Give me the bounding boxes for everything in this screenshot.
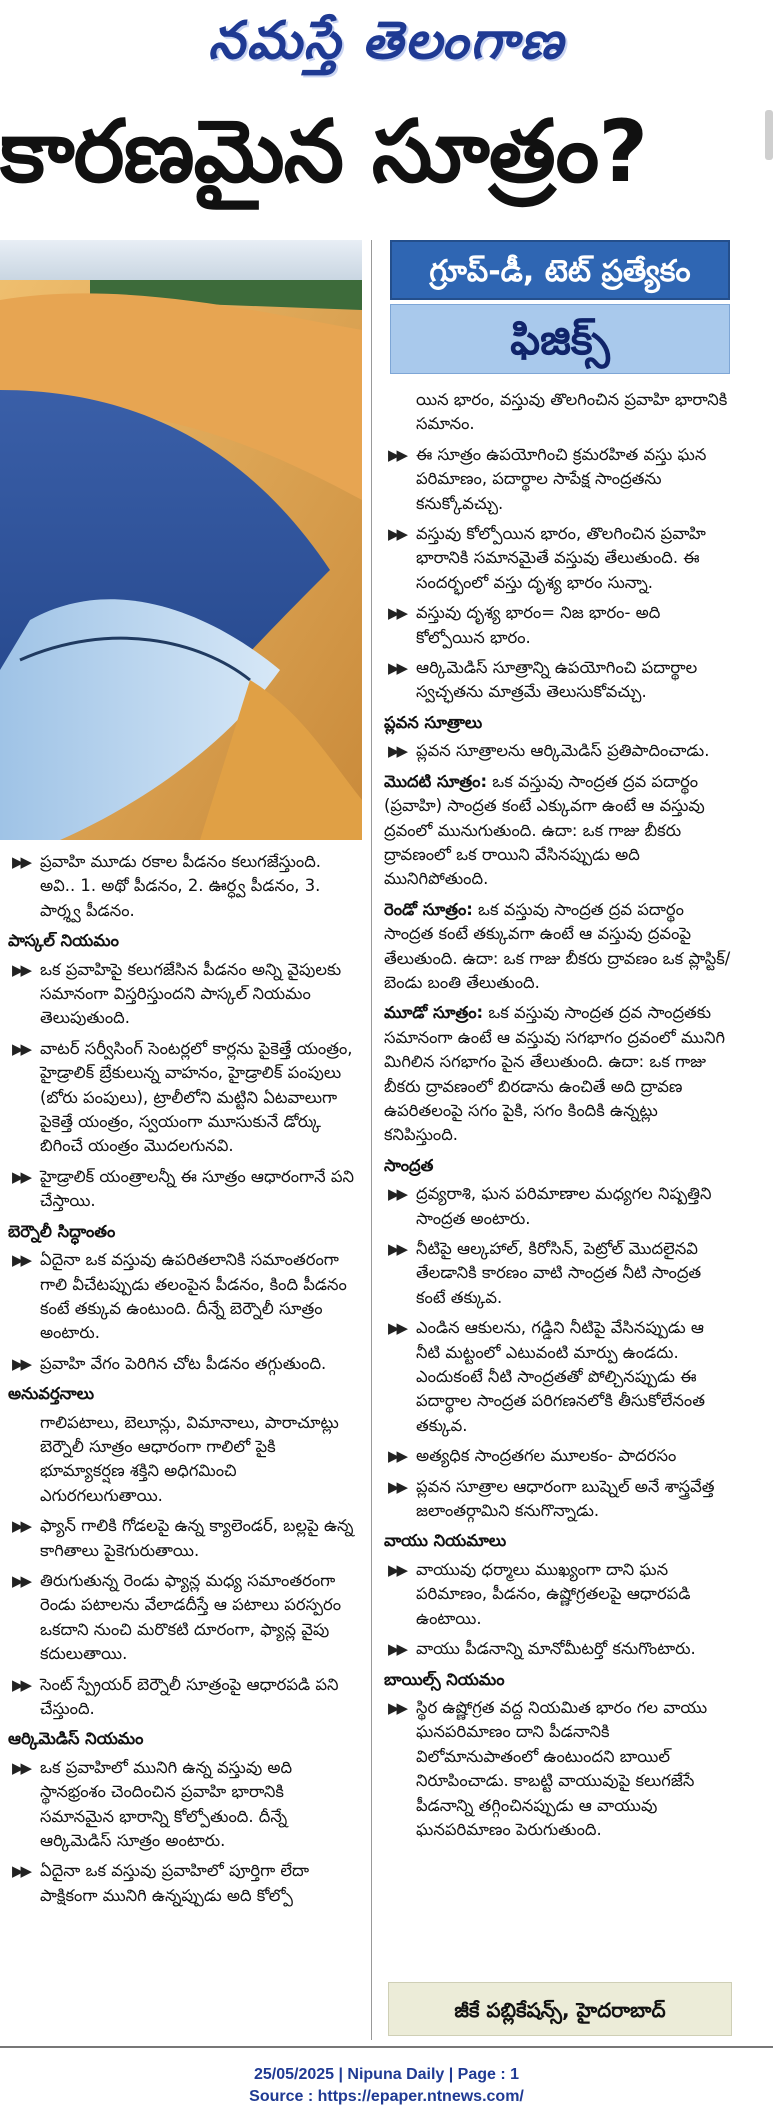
double-arrow-icon: ▶▶: [12, 1251, 30, 1270]
list-item: ▶▶ ఈ సూత్రం ఉపయోగించి క్రమరహిత వస్తు ఘన పరిమాణం, పదార్థాల సాపేక్ష సాంద్రతను కనుక్కోవచ్చు.: [388, 444, 707, 513]
subject-tag: ఫిజిక్స్: [390, 304, 730, 374]
page-footer: [0, 2064, 773, 2108]
list-item: ▶▶ వస్తువు కోల్పోయిన భారం, తొలగించిన ప్రవాహి భారానికి సమానమైతే వస్తువు తేలుతుంది. ఈ సందర్భంలో వస్తు దృశ్య భారం సున్నా.: [388, 524, 706, 592]
footer-source-line[interactable]: Source : https://epaper.ntnews.com/: [249, 2088, 524, 2105]
double-arrow-icon: ▶▶: [12, 1517, 30, 1536]
second-law-paragraph: రెండో సూత్రం: ఒక వస్తువు సాంద్రత ద్రవ పదార్థం సాంద్రత కంటే తక్కువగా ఉంటే ఆ వస్తువు ద్రవంపై తేలుతుంది. ఉదా: ఒక గాజు బీకరు ద్రావణం ఒక ప్లాస్టిక్/బెండు బంతి తేలుతుంది.: [384, 899, 731, 992]
section-heading-air-laws: వాయు నియమాలు: [384, 1531, 507, 1551]
section-heading-boyle: బాయిల్స్ నియమం: [384, 1669, 505, 1689]
double-arrow-icon: ▶▶: [388, 1185, 406, 1204]
left-column: [8, 850, 358, 1914]
page-divider: [0, 2046, 773, 2048]
section-heading-pascal: పాస్కల్ నియమం: [8, 931, 119, 951]
double-arrow-icon: ▶▶: [388, 1640, 406, 1659]
second-law-label: రెండో సూత్రం:: [384, 899, 473, 919]
double-arrow-icon: ▶▶: [388, 659, 406, 678]
double-arrow-icon: ▶▶: [388, 1560, 406, 1579]
double-arrow-icon: ▶▶: [12, 1354, 30, 1373]
list-item: ▶▶ ఒక ప్రవాహిపై కలుగజేసిన పీడనం అన్ని వైపులకు సమానంగా విస్తరిస్తుందని పాస్కల్ నియమం తెలుపుతుంది.: [12, 959, 342, 1028]
list-item: ▶▶ వాయువు ధర్మాలు ముఖ్యంగా దాని ఘన పరిమాణం, పీడనం, ఉష్ణోగ్రతలపై ఆధారపడి ఉంటాయి.: [388, 1559, 691, 1628]
double-arrow-icon: ▶▶: [388, 1319, 406, 1338]
list-item: ▶▶ ఏదైనా ఒక వస్తువు ప్రవాహిలో పూర్తిగా లేదా పాక్షికంగా మునిగి ఉన్నప్పుడు అది కోల్పో: [12, 1861, 310, 1905]
article-headline: కారణమైన సూత్రం?: [0, 102, 648, 202]
third-law-paragraph: మూడో సూత్రం: ఒక వస్తువు సాంద్రత ద్రవ సాంద్రతకు సమానంగా ఉంటే ఆ వస్తువు సగభాగం ద్రవంలో మునిగి మిగిలిన సగభాగం పైన తేలుతుంది. ఉదా: ఒక గాజు బీకరు ద్రావణంలో బిరడాను ఉంచితే అది ద్రావణ ఉపరితలంపై సగం పైకి, సగం కిందికి ఉన్నట్లు కనిపిస్తుంది.: [384, 1003, 726, 1145]
section-heading-density: సాంద్రత: [384, 1155, 434, 1175]
exam-tag: గ్రూప్-డీ, టెట్ ప్రత్యేకం: [390, 240, 730, 300]
double-arrow-icon: ▶▶: [388, 1477, 406, 1496]
double-arrow-icon: ▶▶: [12, 853, 30, 871]
double-arrow-icon: ▶▶: [12, 1675, 30, 1694]
list-item: ▶▶ వాటర్ సర్వీసింగ్ సెంటర్లలో కార్లను పైకెత్తే యంత్రం, హైడ్రాలిక్ బ్రేకులున్న వాహనం, హైడ్రాలిక్ పంపులు (బోరు పంపులు), ట్రాలీలోని మట్టిని ఏటవాలుగా పైకెత్తే యంత్రం, స్వయంగా మూసుకునే డోర్కు బిగించే యంత్రం మొదలగునవి.: [12, 1038, 353, 1156]
desert-lake-photo: [0, 240, 362, 840]
third-law-label: మూడో సూత్రం:: [384, 1003, 484, 1023]
double-arrow-icon: ▶▶: [12, 1862, 30, 1881]
scrollbar-thumb[interactable]: [765, 110, 773, 160]
first-law-label: మొదటి సూత్రం:: [384, 771, 488, 791]
publisher-credit: జీకే పబ్లికేషన్స్, హైదరాబాద్: [388, 1982, 732, 2036]
list-item: ▶▶ వస్తువు దృశ్య భారం= నిజ భారం- అది కోల్పోయిన భారం.: [388, 603, 661, 647]
section-heading-bernoulli: బెర్నౌలీ సిద్ధాంతం: [8, 1221, 116, 1241]
list-item: ▶▶ నీటిపై ఆల్కహాల్, కిరోసిన్, పెట్రోల్ మొదలైనవి తేలడానికి కారణం వాటి సాంద్రత నీటి సాంద్రత కంటే తక్కువ.: [388, 1239, 702, 1307]
list-item: ▶▶ తిరుగుతున్న రెండు ఫ్యాన్ల మధ్య సమాంతరంగా రెండు పటాలను వేలాడదీస్తే ఆ పటాలు పరస్పరం ఒకదాని నుంచి మరొకటి దూరంగా, ఫ్యాన్ల వైపు కదులుతాయి.: [12, 1570, 342, 1664]
list-item: ▶▶ ప్లవన సూత్రాల ఆధారంగా బుష్నెల్ అనే శాస్త్రవేత్త జలాంతర్గామిని కనుగొన్నాడు.: [388, 1476, 715, 1521]
list-item: ▶▶ ఏదైనా ఒక వస్తువు ఉపరితలానికి సమాంతరంగా గాలి వీచేటప్పుడు తలంపైన పీడనం, కింది పీడనం కంటే తక్కువ ఉంటుంది. దీన్నే బెర్నౌలీ సూత్రం అంటారు.: [12, 1250, 347, 1343]
double-arrow-icon: ▶▶: [388, 742, 406, 761]
double-arrow-icon: ▶▶: [12, 1571, 30, 1590]
first-law-paragraph: మొదటి సూత్రం: ఒక వస్తువు సాంద్రత ద్రవ పదార్థం (ప్రవాహి) సాంద్రత కంటే ఎక్కువగా ఉంటే ఆ వస్తువు ద్రవంలో మునుగుతుంది. ఉదా: ఒక గాజు బీకరు ద్రావణంలో ఒక రాయిని వేసినప్పుడు అది మునిగిపోతుంది.: [384, 771, 705, 889]
list-item: ▶▶ ఆర్కిమెడిస్ సూత్రాన్ని ఉపయోగించి పదార్థాల స్వచ్ఛతను మాత్రమే తెలుసుకోవచ్చు.: [388, 658, 698, 702]
list-item: ▶▶ ద్రవ్యరాశి, ఘన పరిమాణాల మధ్యగల నిష్పత్తిని సాంద్రత అంటారు.: [388, 1184, 712, 1228]
section-heading-flotation: ప్లవన సూత్రాలు: [384, 712, 483, 732]
double-arrow-icon: ▶▶: [12, 1758, 30, 1777]
masthead: [0, 0, 773, 80]
list-item: ▶▶ ఎండిన ఆకులను, గడ్డిని నీటిపై వేసినప్పుడు ఆ నీటి మట్టంలో ఎటువంటి మార్పు ఉండదు. ఎందుకంటే నీటి సాంద్రతతో పోల్చినప్పుడు ఈ పదార్థాల సాంద్రత పరిగణనలోకి తీసుకోలేనంత తక్కువ.: [388, 1318, 705, 1435]
double-arrow-icon: ▶▶: [12, 1039, 30, 1058]
list-item: ▶▶ స్థిర ఉష్ణోగ్రత వద్ద నియమిత భారం గల వాయు ఘనపరిమాణం దాని పీడనానికి విలోమానుపాతంలో ఉంటుందని బాయిల్ నిరూపించాడు. కాబట్టి వాయువుపై కలుగజేసే పీడనాన్ని తగ్గించినప్పుడు ఆ వాయువు ఘనపరిమాణం పెరుగుతుంది.: [388, 1697, 708, 1839]
newspaper-logo: నమస్తే తెలంగాణ: [208, 10, 565, 71]
list-item: ▶▶ సెంట్ స్ప్రేయర్ బెర్నౌలీ సూత్రంపై ఆధారపడి పని చేస్తుంది.: [12, 1674, 339, 1718]
double-arrow-icon: ▶▶: [388, 1240, 406, 1258]
list-item: ▶▶ ప్లవన సూత్రాలను ఆర్కిమెడిస్ ప్రతిపాదించాడు.: [384, 739, 732, 763]
right-column: [384, 388, 732, 1848]
list-item: ▶▶ ఫ్యాన్ గాలికి గోడలపై ఉన్న క్యాలెండర్, బల్లపై ఉన్న కాగితాలు పైకెగురుతాయి.: [12, 1516, 354, 1560]
list-item: ▶▶ అత్యధిక సాంద్రతగల మూలకం- పాదరసం: [384, 1444, 732, 1468]
double-arrow-icon: ▶▶: [12, 1167, 30, 1186]
double-arrow-icon: ▶▶: [12, 960, 30, 979]
list-item: ▶▶ ప్రవాహి వేగం పెరిగిన చోట పీడనం తగ్గుతుంది.: [8, 1352, 358, 1376]
double-arrow-icon: ▶▶: [388, 1447, 406, 1466]
list-item: ▶▶ ఒక ప్రవాహిలో మునిగి ఉన్న వస్తువు అది స్థానభ్రంశం చెందించిన ప్రవాహి భారానికి సమానమైన భారాన్ని కోల్పోతుంది. దీన్నే ఆర్కిమెడిస్ సూత్రం అంటారు.: [12, 1757, 293, 1851]
list-item: ▶▶ వాయు పీడనాన్ని మానోమీటర్తో కనుగొంటారు.: [384, 1637, 732, 1661]
continued-text: యిన భారం, వస్తువు తొలగించిన ప్రవాహి భారానికి సమానం.: [416, 390, 728, 434]
section-heading-archimedes: ఆర్కిమెడిస్ నియమం: [8, 1729, 144, 1749]
paragraph: గాలిపటాలు, బెలూన్లు, విమానాలు, పారాచూట్లు బెర్నౌలీ సూత్రం ఆధారంగా గాలిలో పైకి భూమ్యాకర్షణ శక్తిని అధిగమించి ఎగురగలుగుతాయి.: [40, 1412, 339, 1505]
list-item: ▶▶ ప్రవాహి మూడు రకాల పీడనం కలుగజేస్తుంది. అవి.. 1. అథో పీడనం, 2. ఊర్ధ్వ పీడనం, 3. పార్శ్వ పీడనం.: [12, 852, 321, 920]
double-arrow-icon: ▶▶: [388, 445, 406, 464]
photo-illustration: [0, 240, 362, 840]
section-heading-applications: అనువర్తనాలు: [8, 1384, 94, 1404]
double-arrow-icon: ▶▶: [388, 604, 406, 623]
double-arrow-icon: ▶▶: [388, 525, 406, 544]
column-divider: [371, 240, 372, 2040]
double-arrow-icon: ▶▶: [388, 1698, 406, 1717]
list-item: ▶▶ హైడ్రాలిక్ యంత్రాలన్నీ ఈ సూత్రం ఆధారంగానే పని చేస్తాయి.: [12, 1166, 355, 1211]
footer-date-line: 25/05/2025 | Nipuna Daily | Page : 1: [253, 2066, 520, 2083]
